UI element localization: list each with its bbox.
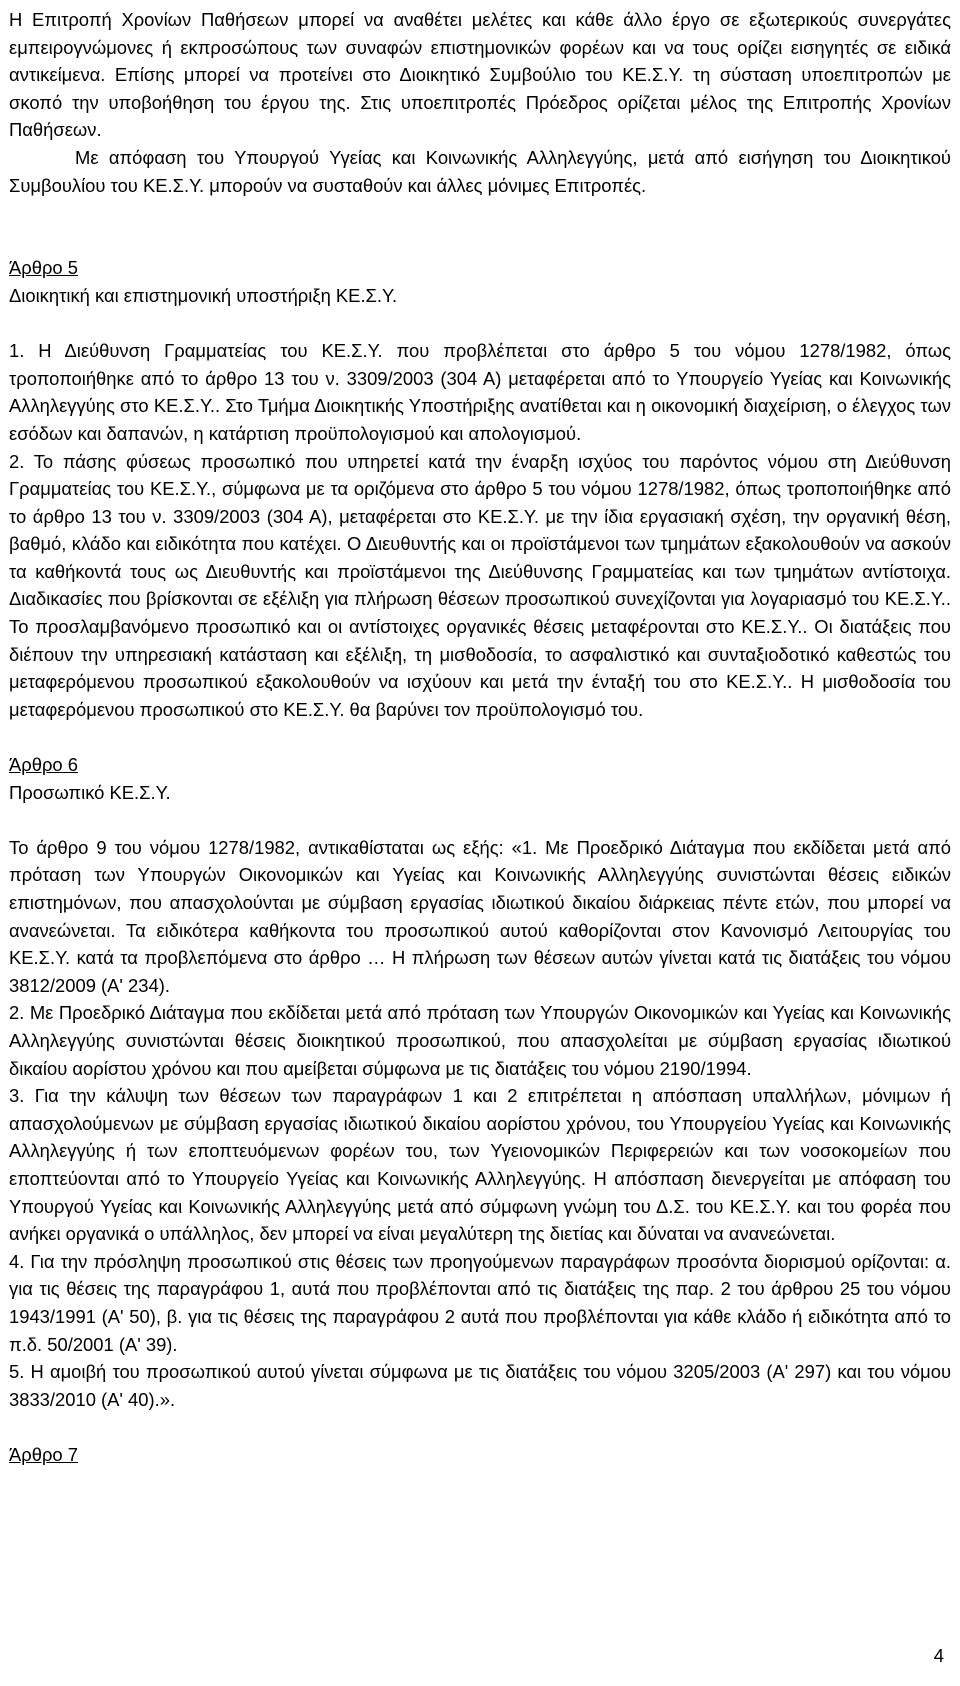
spacer <box>9 723 951 751</box>
article-6-heading: Άρθρο 6 <box>9 754 78 776</box>
article-6-paragraph-4: 4. Για την πρόσληψη προσωπικού στις θέσεις των προηγούμενων παραγράφων προσόντα διορισμού ορίζονται: α. για τις θέσεις της παραγράφου 1, αυτά που προβλέπονται από τις διατάξεις της παρ. 2 του άρθρου 25 του νόμου 1943/1991 (Α' 50), β. για τις θέσεις της παραγράφου 2 αυτά που προβλέπονται για κάθε κλάδο ή ειδικότητα από το π.δ. 50/2001 (Α' 39). <box>9 1250 951 1355</box>
article-6-paragraph-3: 3. Για την κάλυψη των θέσεων των παραγράφων 1 και 2 επιτρέπεται η απόσπαση υπαλλήλων, μόνιμων ή απασχολούμενων με σύμβαση εργασίας ιδιωτικού δικαίου αορίστου χρόνου, του Υπουργείου Υγείας και Κοινωνικής Αλληλεγγύης ή των εποπτευόμενων φορέων του, των Υγειονομικών Περιφερειών και των νοσοκομείων που εποπτεύονται από το Υπουργείο Υγείας και Κοινωνικής Αλληλεγγύης. Η απόσπαση διενεργείται με απόφαση του Υπουργού Υγείας και Κοινωνικής Αλληλεγγύης μετά από σύμφωνη γνώμη του Δ.Σ. του ΚΕ.Σ.Υ. και του φορέα που ανήκει οργανικά ο υπάλληλος, δεν μπορεί να είναι μεγαλύτερη της διετίας και δύναται να ανανεώνεται. <box>9 1085 951 1245</box>
spacer <box>9 227 951 255</box>
article-6-paragraph-2: 2. Με Προεδρικό Διάταγμα που εκδίδεται μετά από πρόταση των Υπουργών Οικονομικών και Υγείας και Κοινωνικής Αλληλεγγύης συνιστώνται θέσεις διοικητικού προσωπικού, που απασχολείται με σύμβαση εργασίας ιδιωτικού δικαίου αορίστου χρόνου και που αμείβεται σύμφωνα με τις διατάξεις του νόμου 2190/1994. <box>9 1002 951 1079</box>
article-6-paragraph-1: Το άρθρο 9 του νόμου 1278/1982, αντικαθίσταται ως εξής: «1. Με Προεδρικό Διάταγμα που εκδίδεται μετά από πρόταση των Υπουργών Οικονομικών και Υγείας και Κοινωνικής Αλληλεγγύης συνιστώνται θέσεις ειδικών επιστημόνων, που απασχολούνται με σύμβαση εργασίας ιδιωτικού δικαίου διάρκειας πέντε ετών, που μπορεί να ανανεώνεται. Τα ειδικότερα καθήκοντα του προσωπικού αυτού καθορίζονται στον Κανονισμό Λειτουργίας του ΚΕ.Σ.Υ. κατά τα προβλεπόμενα στο άρθρο … Η πλήρωση των θέσεων αυτών γίνεται κατά τις διατάξεις του νόμου 3812/2009 (Α' 234). <box>9 836 951 996</box>
article-7-heading: Άρθρο 7 <box>9 1443 78 1465</box>
article-6-paragraph-5: 5. Η αμοιβή του προσωπικού αυτού γίνεται σύμφωνα με τις διατάξεις του νόμου 3205/2003 (Α' 297) και του νόμου 3833/2010 (Α' 40).». <box>9 1361 951 1410</box>
article-5-paragraph-2: 2. Το πάσης φύσεως προσωπικό που υπηρετεί κατά την έναρξη ισχύος του παρόντος νόμου στη Διεύθυνση Γραμματείας του ΚΕ.Σ.Υ., σύμφωνα με τα οριζόμενα στο άρθρο 5 του νόμου 1278/1982, όπως τροποποιήθηκε από το άρθρο 13 του ν. 3309/2003 (304 Α), μεταφέρεται στο ΚΕ.Σ.Υ. με την ίδια εργασιακή σχέση, την οργανική θέση, βαθμό, κλάδο και ειδικότητα που κατέχει. Ο Διευθυντής και οι προϊστάμενοι των τμημάτων εξακολουθούν να ασκούν τα καθήκοντά τους ως Διευθυντής και προϊστάμενοι της Διεύθυνσης Γραμματείας και των τμημάτων αντίστοιχα. Διαδικασίες που βρίσκονται σε εξέλιξη για πλήρωση θέσεων προσωπικού συνεχίζονται για λογαριασμό του ΚΕ.Σ.Υ.. Το προσλαμβανόμενο προσωπικό και οι αντίστοιχες οργανικές θέσεις μεταφέρονται στο ΚΕ.Σ.Υ.. Οι διατάξεις που διέπουν την υπηρεσιακή κατάσταση και εξέλιξη, τη μισθοδοσία, το ασφαλιστικό και συνταξιοδοτικό καθεστώς του μεταφερόμενου προσωπικού εξακολουθούν να ισχύουν και μετά την ένταξή του στο ΚΕ.Σ.Υ.. Η μισθοδοσία του μεταφερόμενου προσωπικού στο ΚΕ.Σ.Υ. θα βαρύνει τον προϋπολογισμό του. <box>9 450 951 720</box>
article-5-heading: Άρθρο 5 <box>9 257 78 279</box>
spacer <box>9 310 951 338</box>
article-5-paragraph-1: 1. Η Διεύθυνση Γραμματείας του ΚΕ.Σ.Υ. που προβλέπεται στο άρθρο 5 του νόμου 1278/1982, όπως τροποποιήθηκε από το άρθρο 13 του ν. 3309/2003 (304 Α) μεταφέρεται από το Υπουργείο Υγείας και Κοινωνικής Αλληλεγγύης στο ΚΕ.Σ.Υ.. Στο Τμήμα Διοικητικής Υποστήριξης ανατίθεται και η οικονομική διαχείριση, ο έλεγχος των εσόδων και δαπανών, η κατάρτιση προϋπολογισμού και απολογισμού. <box>9 340 951 444</box>
article-6-title: Προσωπικό ΚΕ.Σ.Υ. <box>9 781 171 803</box>
document-page <box>9 6 951 1468</box>
article-5-title: Διοικητική και επιστημονική υποστήριξη ΚΕ.Σ.Υ. <box>9 284 398 306</box>
page-number: 4 <box>933 1645 944 1666</box>
spacer <box>9 1413 951 1441</box>
spacer <box>9 806 951 834</box>
intro-paragraph-2: Με απόφαση του Υπουργού Υγείας και Κοινωνικής Αλληλεγγύης, μετά από εισήγηση του Διοικητικού Συμβουλίου του ΚΕ.Σ.Υ. μπορούν να συσταθούν και άλλες μόνιμες Επιτροπές. <box>9 146 951 196</box>
spacer <box>9 199 951 227</box>
intro-paragraph-1: Η Επιτροπή Χρονίων Παθήσεων μπορεί να αναθέτει μελέτες και κάθε άλλο έργο σε εξωτερικούς συνεργάτες εμπειρογνώμονες ή εκπροσώπους των συναφών επιστημονικών φορέων και να τους ορίζει εισηγητές σε ειδικά αντικείμενα. Επίσης μπορεί να προτείνει στο Διοικητικό Συμβούλιο του ΚΕ.Σ.Υ. τη σύσταση υποεπιτροπών με σκοπό την υποβοήθηση του έργου της. Στις υποεπιτροπές Πρόεδρος ορίζεται μέλος της Επιτροπής Χρονίων Παθήσεων. <box>9 9 951 141</box>
